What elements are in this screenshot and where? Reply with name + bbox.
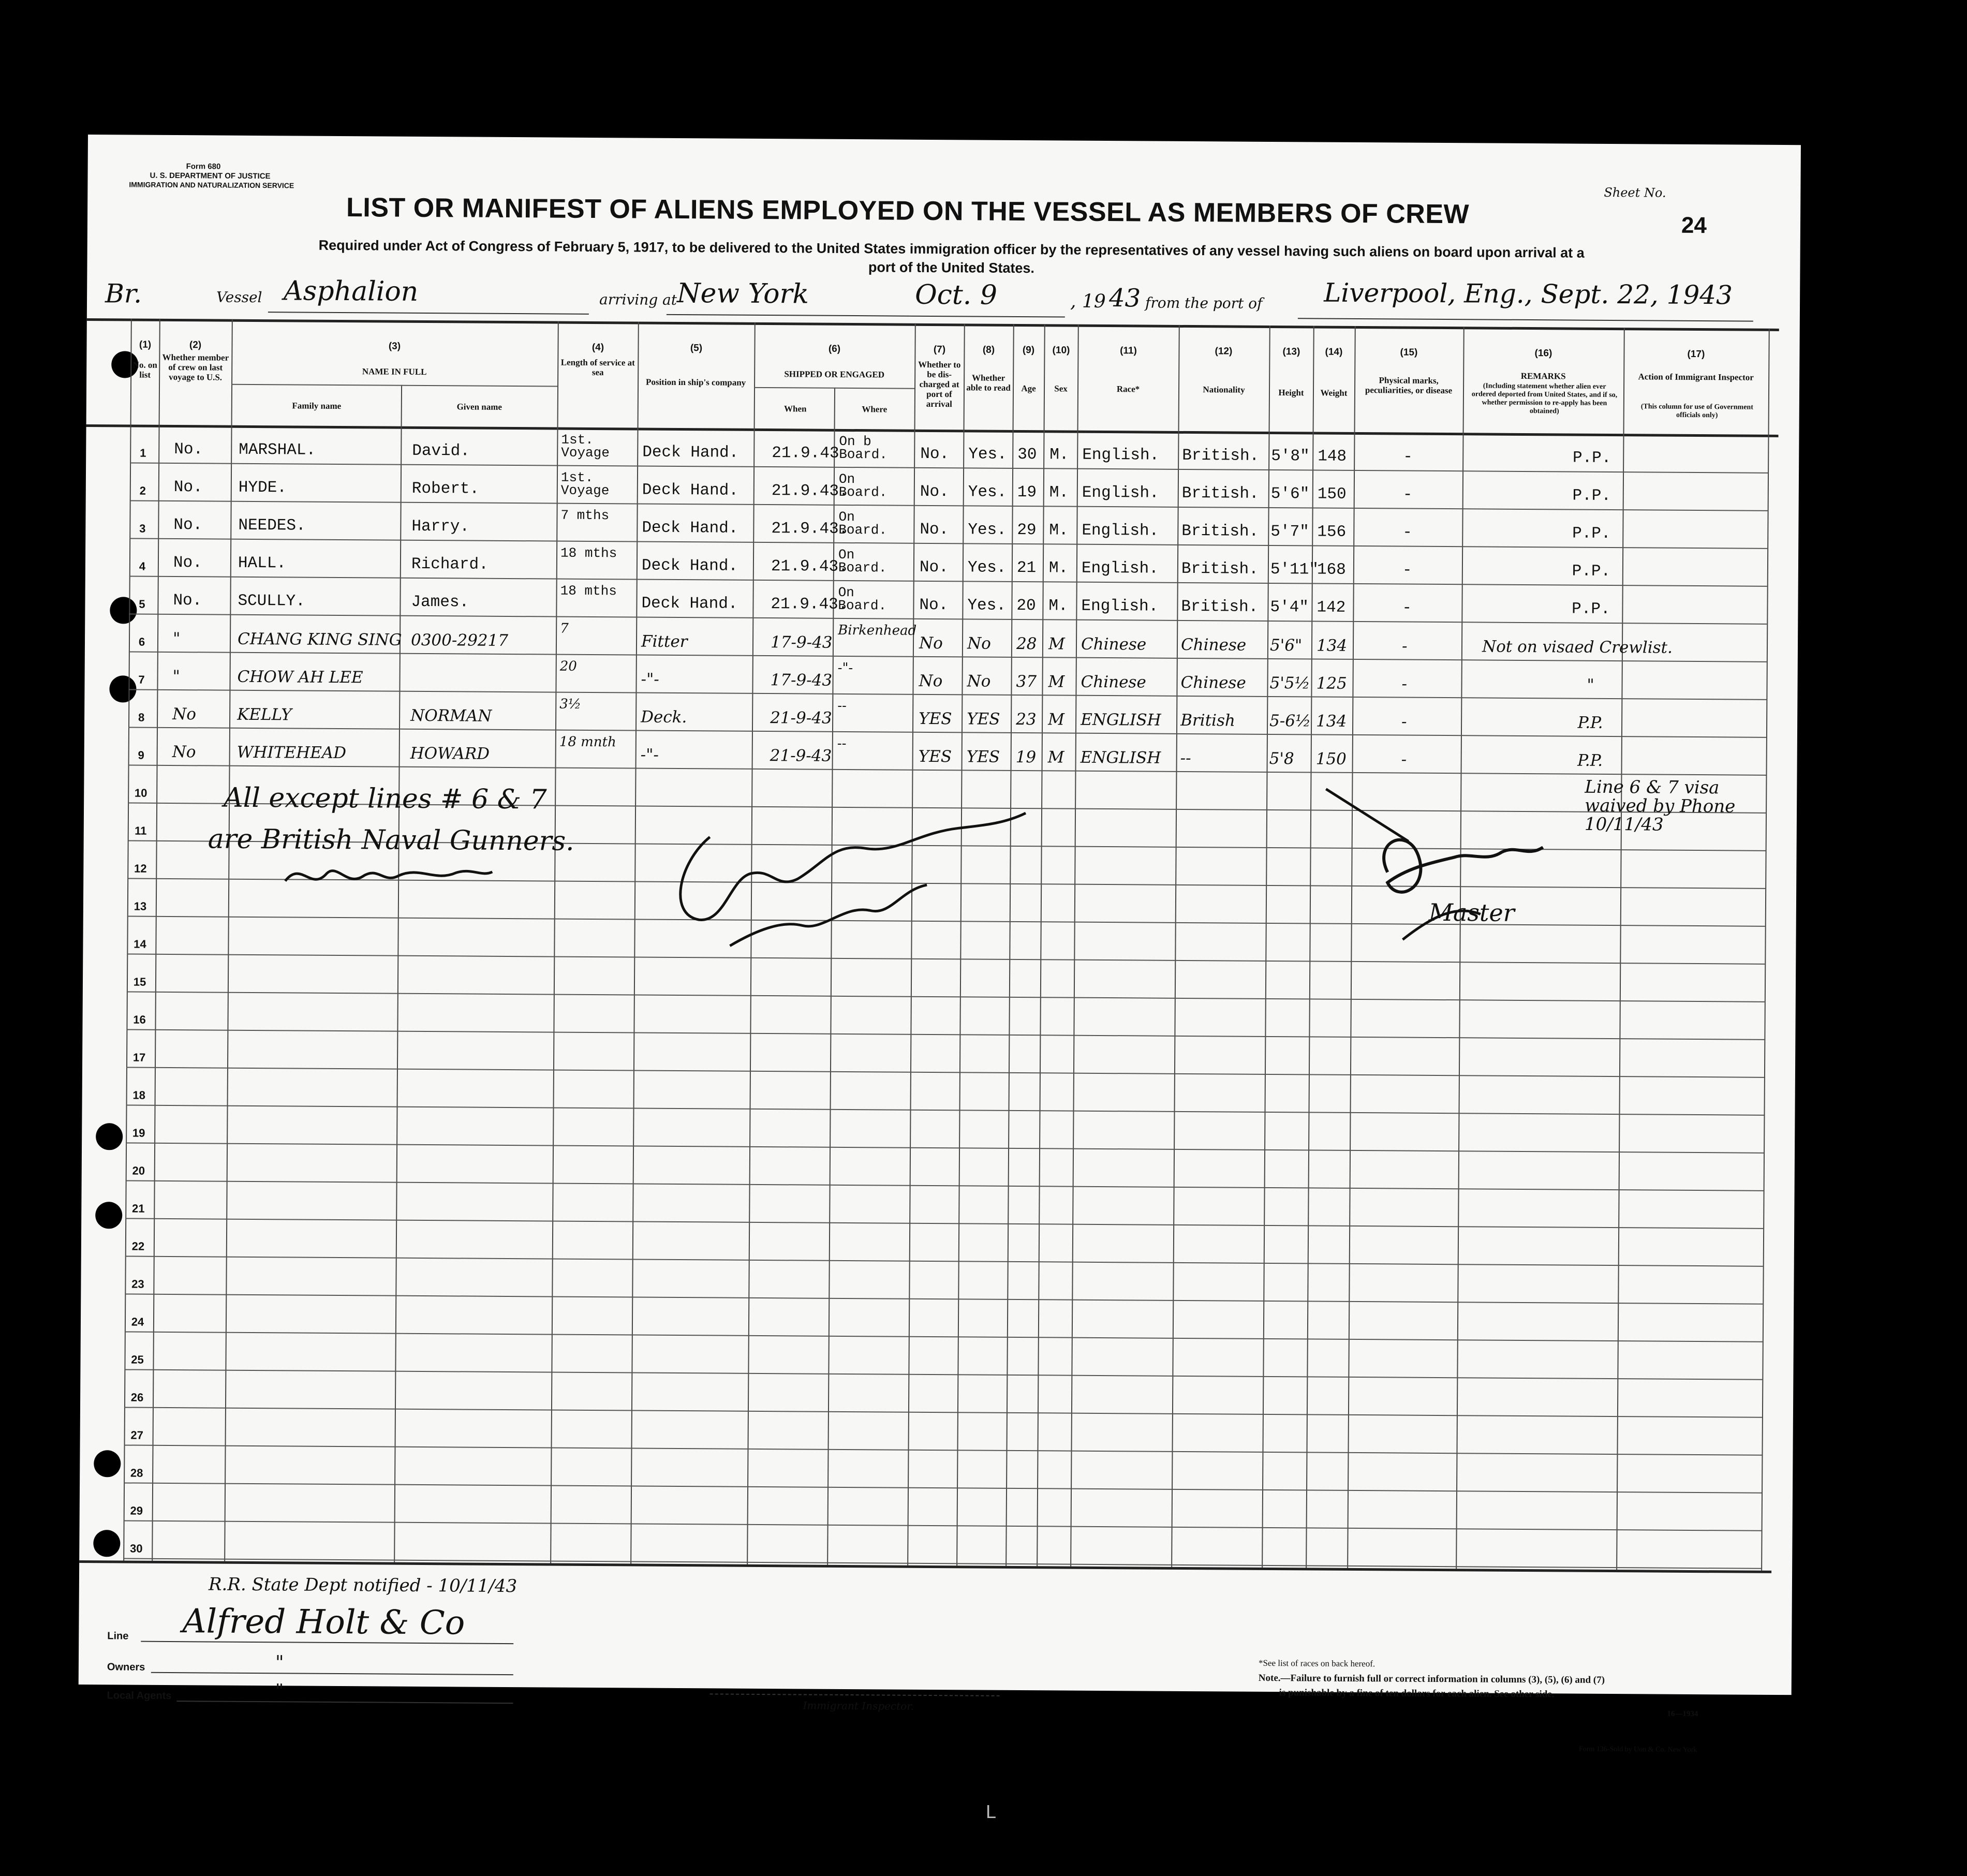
cell-when: 21.9.43.: [771, 595, 848, 614]
line-number: 20: [132, 1164, 145, 1177]
col14-header: Weight: [1320, 388, 1348, 398]
line-number: 1: [140, 446, 146, 460]
row-rule: [128, 764, 1766, 775]
cell-family-name: NEEDES.: [238, 516, 306, 535]
printer-note: Form 136-Sold by Uon & Co. New York: [1578, 1745, 1697, 1754]
cell-nationality: British: [1180, 711, 1235, 730]
line-number: 3: [139, 522, 146, 535]
cell-sex: M.: [1048, 597, 1068, 615]
col-num: (3): [388, 341, 401, 352]
cell-weight: 156: [1317, 523, 1347, 541]
cell-physical-marks: -: [1402, 561, 1412, 580]
col11-header: Race*: [1116, 384, 1140, 394]
cell-race: ENGLISH: [1080, 748, 1161, 767]
col15-header: Physical marks, peculiarities, or disease: [1365, 375, 1453, 396]
line-number: 11: [135, 824, 147, 837]
cell-weight: 148: [1318, 447, 1347, 466]
cell-remarks: Not on visaed Crewlist.: [1482, 637, 1673, 657]
vessel-label: Vessel: [216, 288, 262, 306]
cell-position: -"-: [640, 745, 659, 764]
col-num: (5): [690, 343, 703, 354]
cell-when: 21-9-43: [770, 708, 832, 728]
cell-given-name: Harry.: [411, 517, 470, 536]
cell-last-voyage: No: [172, 743, 196, 762]
cell-age: 37: [1016, 672, 1037, 691]
cell-weight: 125: [1316, 674, 1347, 693]
col8-header: Whether able to read: [966, 373, 1011, 393]
cell-read: Yes.: [968, 445, 1007, 464]
cell-discharged: No.: [920, 520, 949, 539]
cell-read: Yes.: [967, 558, 1007, 577]
cell-given-name: Richard.: [411, 555, 489, 574]
col16-sub: (Including statement whether alien ever ordered deported from United States, and if so, whether permission to re-apply has been obtained): [1471, 382, 1618, 416]
cell-discharged: No.: [920, 482, 949, 501]
col-num: (11): [1120, 345, 1137, 357]
line-number: 5: [139, 597, 145, 611]
col-num: (9): [1022, 345, 1035, 356]
cell-age: 28: [1016, 634, 1037, 654]
col-num: (10): [1052, 345, 1070, 356]
row-rule: [126, 1142, 1764, 1153]
line-number: 12: [134, 862, 147, 875]
row-rule: [124, 1444, 1762, 1455]
cell-when: 17-9-43: [770, 633, 833, 652]
line-number: 4: [139, 559, 146, 573]
cell-sex: M: [1047, 748, 1064, 767]
cell-remarks: P.P.: [1572, 562, 1611, 581]
col5-header: Position in ship's company: [645, 377, 746, 388]
cell-height: 5'8": [1271, 447, 1310, 466]
row-rule: [124, 1369, 1762, 1380]
cell-weight: 134: [1316, 712, 1347, 731]
cell-service: 20: [559, 658, 577, 674]
line-number: 22: [131, 1239, 145, 1253]
cell-given-name: NORMAN: [410, 706, 492, 726]
manifest-sheet: [79, 135, 1801, 1754]
cell-given-name: David.: [412, 441, 470, 461]
cell-sex: M.: [1048, 559, 1069, 578]
cell-where: On Board.: [838, 546, 887, 576]
line-number: 6: [138, 635, 145, 648]
cell-discharged: No: [919, 671, 943, 691]
cell-remarks: P.P.: [1577, 751, 1603, 770]
col6-header: SHIPPED OR ENGAGED: [784, 369, 885, 380]
cell-read: YES: [967, 710, 1000, 729]
cell-nationality: Chinese: [1180, 673, 1246, 692]
cell-family-name: SCULLY.: [238, 592, 305, 611]
row-rule: [129, 576, 1767, 587]
cell-height: 5'7": [1270, 522, 1309, 541]
row-rule: [130, 500, 1768, 511]
cell-sex: M.: [1049, 521, 1069, 540]
line-number: 18: [132, 1088, 145, 1102]
cell-last-voyage: No.: [174, 440, 203, 459]
line-number: 23: [131, 1277, 144, 1291]
cell-service: 7: [560, 621, 569, 637]
cell-position: Deck Hand.: [642, 481, 738, 500]
col9-header: Age: [1021, 383, 1036, 394]
form-number: Form 680: [186, 162, 221, 171]
row-rule: [128, 727, 1766, 737]
cell-family-name: CHOW AH LEE: [237, 667, 363, 687]
row-rule: [128, 689, 1766, 700]
cell-remarks: P.P.: [1572, 486, 1611, 505]
cell-nationality: British.: [1182, 446, 1260, 465]
col-num: (1): [139, 339, 152, 350]
cell-age: 21: [1016, 558, 1037, 578]
row-rule: [126, 1104, 1764, 1115]
col12-header: Nationality: [1203, 385, 1245, 395]
row-rule: [124, 1407, 1762, 1417]
cell-weight: 142: [1317, 598, 1346, 617]
cell-remarks: P.P.: [1577, 713, 1603, 732]
visa-note-line: 10/11/43: [1584, 814, 1664, 835]
sheet-label: Sheet No.: [1604, 185, 1666, 200]
cell-service: 18 mths: [560, 545, 617, 562]
cell-given-name: James.: [411, 593, 469, 612]
cell-where: On Board.: [838, 509, 888, 538]
cell-discharged: No.: [920, 445, 950, 464]
cell-remarks: ": [1587, 675, 1594, 695]
col17-title: Action of Immigrant Inspector: [1638, 372, 1754, 382]
row-rule: [126, 1180, 1764, 1191]
cell-physical-marks: -: [1401, 712, 1407, 731]
cell-last-voyage: ": [172, 667, 180, 686]
cell-height: 5'4": [1270, 598, 1309, 617]
row-rule: [127, 991, 1765, 1002]
owners-label: Owners: [107, 1661, 145, 1673]
race-note: *See list of races on back hereof.: [1258, 1658, 1376, 1669]
col2-header: Whether member of crew on last voyage to U.S.: [162, 352, 229, 382]
line-number: 8: [138, 711, 145, 724]
col-num: (15): [1400, 347, 1418, 358]
cell-race: Chinese: [1081, 672, 1146, 692]
cell-height: 5-6½: [1269, 711, 1311, 731]
flag: Br.: [105, 278, 142, 309]
agents-value: ": [275, 1680, 284, 1702]
subtitle-line-2: port of the United States.: [868, 259, 1035, 276]
row-rule: [124, 1482, 1762, 1493]
row-rule: [125, 1255, 1763, 1266]
cell-sex: M: [1048, 710, 1064, 729]
cell-discharged: YES: [919, 709, 952, 729]
arrival-date: Oct. 9: [914, 279, 998, 311]
cell-race: Chinese: [1081, 634, 1147, 654]
cell-last-voyage: No.: [173, 478, 203, 497]
cell-remarks: P.P.: [1572, 600, 1610, 618]
cell-last-voyage: No: [172, 705, 197, 724]
cell-physical-marks: -: [1403, 448, 1413, 466]
cell-physical-marks: -: [1401, 750, 1407, 769]
footer-note-2: is punishable by a fine of ten dollars for each alien. See other side.: [1279, 1687, 1555, 1700]
cell-race: English.: [1082, 521, 1159, 540]
line-number: 21: [131, 1202, 145, 1215]
col-num: (4): [591, 342, 604, 353]
row-rule: [126, 1029, 1764, 1040]
row-rule: [125, 1293, 1763, 1304]
master-label: Master: [1428, 898, 1515, 927]
col-num: (12): [1215, 346, 1233, 357]
page-title: LIST OR MANIFEST OF ALIENS EMPLOYED ON THE VESSEL AS MEMBERS OF CREW: [346, 193, 1470, 230]
col6-when: When: [783, 404, 807, 414]
col13-header: Height: [1278, 388, 1304, 398]
cell-race: ENGLISH: [1081, 710, 1161, 730]
cell-service: 1st. Voyage: [560, 469, 610, 499]
service: IMMIGRATION AND NATURALIZATION SERVICE: [129, 180, 294, 190]
col6-where: Where: [862, 404, 888, 415]
cell-last-voyage: No.: [173, 592, 202, 610]
from-label: from the port of: [1145, 294, 1263, 312]
line-number: 28: [130, 1466, 143, 1480]
vessel-name: Asphalion: [283, 275, 419, 307]
cell-age: 19: [1017, 483, 1037, 502]
cell-physical-marks: -: [1402, 523, 1413, 542]
cell-position: Deck Hand.: [642, 443, 739, 462]
col-num: (2): [189, 339, 202, 351]
gunners-note-line1: All except lines # 6 & 7: [223, 782, 547, 816]
col3-family: Family name: [292, 401, 342, 411]
cell-race: English.: [1081, 597, 1159, 616]
cell-family-name: CHANG KING SING: [237, 629, 402, 649]
visa-note-line: Line 6 & 7 visa: [1585, 776, 1720, 799]
cell-physical-marks: -: [1402, 485, 1413, 504]
cell-age: 30: [1017, 445, 1037, 464]
cell-height: 5'5½: [1269, 673, 1310, 693]
arriving-port: New York: [676, 277, 809, 310]
cell-discharged: No.: [919, 596, 949, 615]
sheet-number: 24: [1681, 212, 1707, 239]
owners-value: ": [275, 1652, 284, 1674]
line-number: 25: [131, 1353, 144, 1366]
inspector-label: Immigrant Inspector.: [803, 1699, 914, 1712]
cell-last-voyage: ": [172, 629, 181, 648]
year-prefix: , 19: [1070, 290, 1106, 313]
form-code: 16—1934: [1667, 1709, 1698, 1719]
cell-nationality: --: [1180, 748, 1191, 768]
cell-nationality: British.: [1181, 484, 1259, 503]
cell-sex: M.: [1049, 446, 1069, 464]
agents-label: Local Agents: [107, 1690, 172, 1702]
line-label: Line: [107, 1630, 129, 1642]
cell-physical-marks: -: [1401, 637, 1408, 656]
row-rule: [126, 1067, 1764, 1077]
cell-position: Deck Hand.: [641, 594, 738, 613]
line-value: Alfred Holt & Co: [182, 1602, 465, 1643]
cell-sex: M: [1048, 634, 1065, 654]
row-rule: [124, 1520, 1762, 1531]
col-num: (8): [982, 344, 995, 356]
col3-header: NAME IN FULL: [362, 366, 427, 377]
cell-nationality: British.: [1181, 597, 1259, 616]
cell-position: -"-: [641, 670, 659, 689]
line-number: 17: [132, 1051, 146, 1064]
cell-height: 5'8: [1269, 749, 1294, 769]
arriving-label: arriving at: [599, 291, 677, 308]
master-signature: [1314, 784, 1636, 957]
line-number: 19: [132, 1126, 145, 1140]
col-num: (7): [933, 344, 946, 356]
cell-last-voyage: No.: [173, 516, 203, 535]
cell-where: On b Board.: [839, 433, 888, 463]
cell-age: 20: [1016, 596, 1036, 615]
cell-family-name: WHITEHEAD: [236, 743, 347, 763]
cell-when: 21.9.43.: [771, 557, 848, 576]
row-rule: [129, 538, 1767, 549]
cell-when: 17-9-43: [770, 671, 833, 690]
cell-family-name: HALL.: [238, 554, 287, 573]
cell-last-voyage: No.: [173, 554, 202, 572]
cell-remarks: P.P.: [1572, 449, 1611, 467]
cell-service: 18 mnth: [559, 734, 616, 750]
cell-read: No: [967, 672, 991, 691]
cell-when: 21.9.43.: [771, 520, 849, 538]
cell-discharged: No: [919, 633, 943, 653]
col7-header: Whether to be dis-charged at port of arrival: [918, 359, 961, 409]
cell-read: Yes.: [967, 596, 1007, 615]
cell-weight: 150: [1317, 485, 1347, 504]
cell-read: YES: [966, 747, 1000, 766]
cell-height: 5'11": [1270, 560, 1319, 579]
cell-nationality: British.: [1181, 559, 1259, 579]
year-suffix: 43: [1108, 284, 1141, 313]
cell-family-name: KELLY: [237, 705, 292, 725]
footer-note-1: Note.—Failure to furnish full or correct information in columns (3), (5), (6) and (7): [1258, 1672, 1605, 1686]
line-number: 10: [134, 786, 147, 800]
line-number: 13: [134, 899, 147, 913]
col-num: (6): [828, 343, 841, 354]
col-num: (13): [1282, 346, 1300, 358]
cell-service: 7 mths: [560, 507, 610, 524]
inspector-signature-2: [668, 801, 1031, 973]
line-number: 15: [133, 975, 146, 988]
cell-where: On Board.: [838, 584, 887, 614]
cell-physical-marks: -: [1401, 674, 1408, 693]
col-num: (16): [1534, 348, 1552, 359]
line-number: 29: [130, 1504, 143, 1517]
cell-remarks: P.P.: [1572, 524, 1611, 543]
cell-position: Deck.: [641, 707, 687, 727]
cell-discharged: YES: [918, 747, 952, 766]
state-dept-note: R.R. State Dept notified - 10/11/43: [208, 1574, 517, 1597]
cell-race: English.: [1082, 446, 1160, 465]
line-number: 27: [130, 1428, 143, 1442]
cell-service: 18 mths: [560, 583, 617, 599]
cell-where: --: [837, 735, 847, 751]
col1-header: No. on list: [132, 360, 157, 380]
row-rules: [88, 135, 1801, 145]
cell-given-name: HOWARD: [410, 744, 490, 763]
punch-hole: [95, 1202, 122, 1229]
cell-height: 5'6": [1269, 636, 1303, 655]
cell-height: 5'6": [1270, 484, 1310, 504]
cell-when: 21.9.43.: [771, 482, 849, 500]
cell-nationality: British.: [1181, 522, 1259, 541]
cell-service: 1st. Voyage: [561, 432, 610, 461]
cell-position: Deck Hand.: [641, 556, 738, 575]
col-num: (17): [1687, 348, 1705, 360]
cell-where: On Board.: [838, 471, 888, 500]
line-number: 9: [138, 748, 144, 762]
cell-given-name: Robert.: [411, 479, 480, 498]
cell-weight: 150: [1315, 749, 1347, 769]
cell-family-name: MARSHAL.: [239, 440, 316, 460]
cell-family-name: HYDE.: [238, 478, 287, 497]
gunners-note-line2: are British Naval Gunners.: [208, 823, 574, 857]
subtitle-line-1: Required under Act of Congress of February 5, 1917, to be delivered to the United States immigration officer by the representatives of any vessel having such aliens on board upon arrival at a: [318, 237, 1585, 261]
row-rule: [129, 614, 1767, 625]
line-number: 30: [129, 1542, 143, 1555]
row-rule: [130, 463, 1768, 474]
cell-where: Birkenhead: [838, 622, 917, 639]
col4-header: Length of service at sea: [560, 357, 635, 378]
cell-race: English.: [1081, 559, 1159, 578]
col17-sub: (This column for use of Government officials only): [1640, 403, 1753, 420]
punch-hole: [94, 1450, 121, 1477]
cell-nationality: Chinese: [1180, 635, 1247, 655]
punch-hole: [96, 1123, 123, 1150]
line-number: 7: [138, 673, 145, 686]
col16-title: REMARKS: [1520, 371, 1566, 381]
department: U. S. DEPARTMENT OF JUSTICE: [150, 171, 271, 181]
row-rule: [125, 1218, 1763, 1229]
cell-service: 3½: [559, 696, 582, 712]
col10-header: Sex: [1054, 383, 1068, 394]
from-port: Liverpool, Eng., Sept. 22, 1943: [1324, 277, 1733, 311]
cell-discharged: No.: [919, 558, 949, 577]
cell-sex: M.: [1049, 483, 1069, 502]
row-rule: [125, 1331, 1763, 1342]
cell-read: Yes.: [968, 521, 1007, 539]
cell-age: 19: [1015, 747, 1037, 767]
cell-given-name: 0300-29217: [410, 630, 509, 650]
cell-weight: 134: [1316, 636, 1348, 655]
punch-hole: [93, 1530, 120, 1557]
cell-age: 29: [1017, 521, 1037, 540]
cell-physical-marks: -: [1402, 599, 1412, 617]
line-number: 24: [131, 1315, 144, 1328]
cell-when: 21-9-43: [770, 746, 832, 765]
cell-read: Yes.: [968, 483, 1007, 501]
cell-weight: 168: [1317, 560, 1346, 579]
cell-sex: M: [1048, 672, 1065, 691]
cell-race: English.: [1082, 483, 1159, 503]
line-number: 14: [134, 937, 146, 951]
cell-where: --: [837, 698, 847, 714]
col-num: (14): [1325, 346, 1343, 358]
col3-given: Given name: [456, 402, 502, 412]
cell-position: Deck Hand.: [642, 519, 738, 538]
line-number: 16: [133, 1013, 146, 1026]
line-number: 26: [130, 1391, 144, 1404]
bottom-mark: L: [986, 1801, 997, 1822]
cell-when: 21.9.43: [772, 444, 839, 463]
visa-note-line: waived by Phone: [1585, 795, 1736, 817]
cell-read: No: [967, 634, 991, 653]
cell-position: Fitter: [641, 632, 688, 652]
cell-age: 23: [1016, 710, 1037, 729]
line-number: 2: [139, 484, 146, 497]
cell-where: -"-: [837, 660, 853, 676]
inspector-signature-1: [280, 855, 497, 898]
